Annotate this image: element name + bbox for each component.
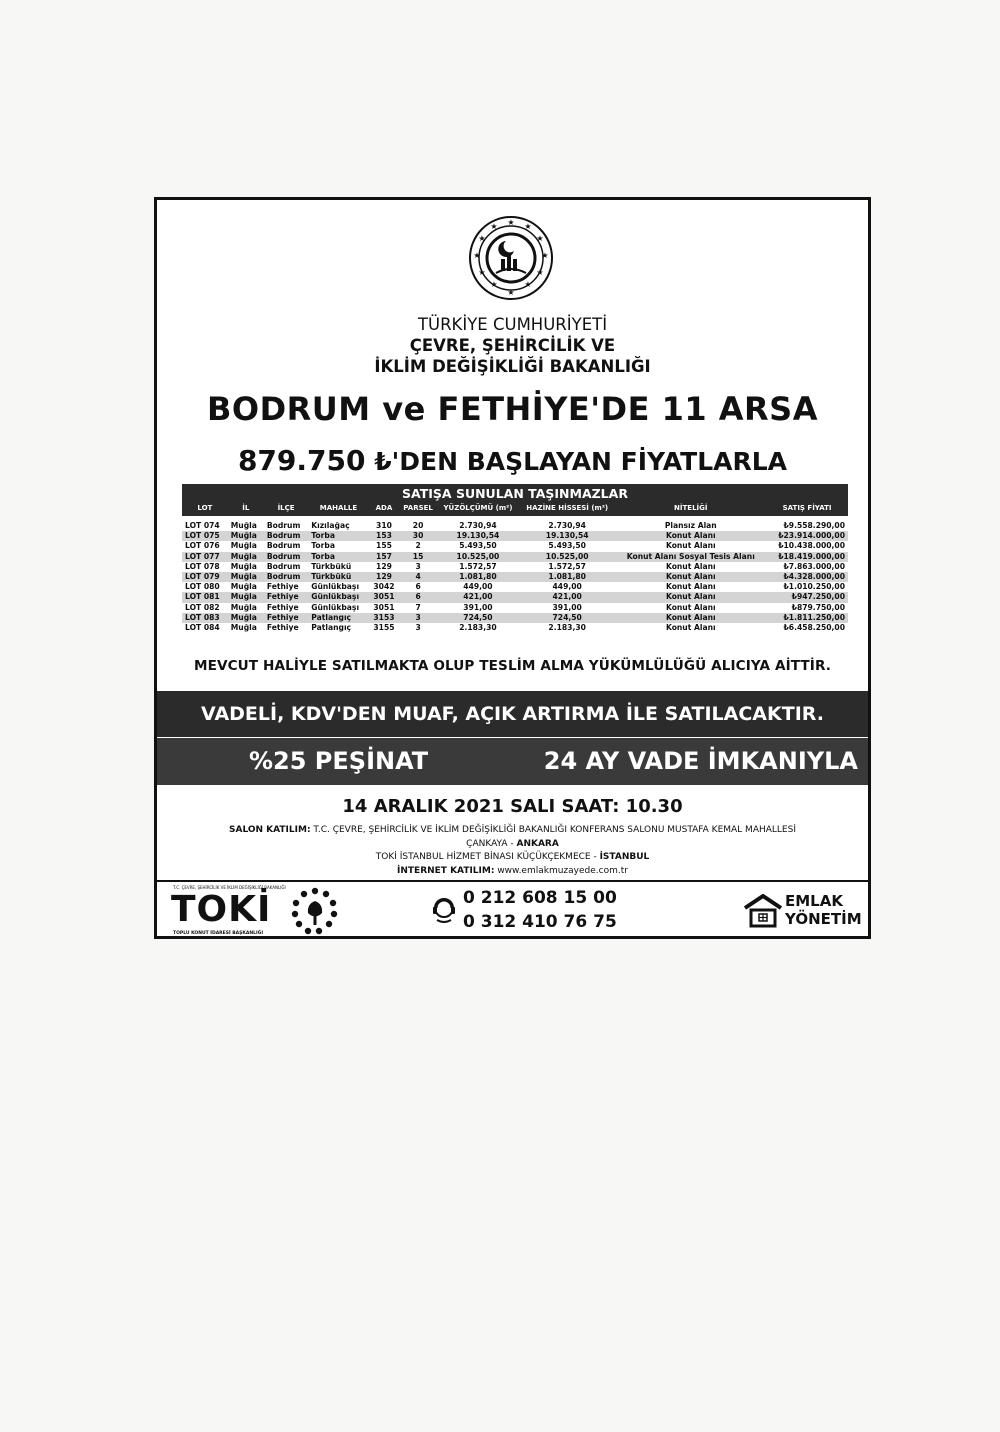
table-cell: Muğla [228, 552, 264, 562]
table-cell: Günlükbaşı [308, 592, 368, 602]
svg-text:★: ★ [490, 280, 498, 289]
ministry-name [157, 314, 868, 377]
table-cell: Konut Alanı Sosyal Tesis Alanı [615, 552, 766, 562]
table-cell: 7 [415, 602, 421, 612]
table-cell: Türkbükü [311, 561, 352, 571]
table-cell: Fethiye [266, 602, 299, 612]
table-cell: Konut Alanı [665, 561, 716, 571]
toki-subtitle: TOPLU KONUT İDARESİ BAŞKANLIĞI [173, 931, 263, 936]
ministry-line-3: İKLİM DEĞİŞİKLİĞİ BAKANLIĞI [374, 357, 651, 376]
svg-text:★: ★ [536, 268, 544, 277]
table-header-row [182, 502, 848, 516]
yonetim-word: YÖNETİM [785, 910, 862, 928]
table-cell: LOT 080 [185, 582, 220, 592]
table-cell: ₺18.419.000,00 [766, 552, 848, 562]
table-cell: 2.183,30 [459, 623, 497, 633]
table-cell: LOT 079 [182, 572, 228, 582]
svg-text:★: ★ [507, 218, 515, 227]
table-cell: 1.572,57 [548, 561, 586, 571]
table-cell: Patlangıç [308, 613, 368, 623]
column-header: HAZİNE HİSSESİ (m²) [519, 502, 616, 516]
table-cell: 6 [399, 592, 437, 602]
auction-date: 14 ARALIK 2021 SALI SAAT: 10.30 [342, 796, 683, 817]
salon-text: T.C. ÇEVRE, ŞEHİRCİLİK VE İKLİM DEĞİŞİKLİĞİ BAKANLIĞI KONFERANS SALONU MUSTAFA KEMAL MAHALLESİ [310, 825, 796, 835]
table-cell: 157 [369, 552, 400, 562]
table-cell: Bodrum [266, 541, 301, 551]
subheadline-rest: ₺'DEN BAŞLAYAN FİYATLARLA [365, 447, 788, 476]
table-cell: Konut Alanı [615, 613, 766, 623]
table-cell: 3042 [373, 582, 395, 592]
table-cell: Konut Alanı [665, 582, 716, 592]
phone-support-icon [431, 896, 457, 924]
table-cell: Muğla [230, 541, 257, 551]
table-cell: ₺1.811.250,00 [766, 613, 848, 623]
table-row [182, 613, 848, 623]
salon-district: ÇANKAYA - [466, 838, 517, 849]
table-cell: Türkbükü [308, 572, 368, 582]
internet-label: İNTERNET KATILIM: [397, 865, 495, 876]
svg-text:★: ★ [524, 222, 532, 231]
table-row [182, 552, 848, 562]
svg-text:★: ★ [524, 280, 532, 289]
table-cell: LOT 081 [182, 592, 228, 602]
table-cell: LOT 077 [182, 552, 228, 562]
table-cell: Torba [311, 541, 335, 551]
table-cell: 5.493,50 [548, 541, 586, 551]
table-cell: 10.525,00 [437, 552, 519, 562]
salon-attendance-line [165, 824, 860, 838]
table-cell: Konut Alanı [615, 592, 766, 602]
column-header: ADA [369, 502, 400, 516]
toki-tiny-text: T.C. ÇEVRE, ŞEHİRCİLİK VE İKLİM DEĞİŞİKLİĞİ BAKANLIĞI [173, 885, 286, 890]
table-cell: 449,00 [463, 582, 493, 592]
table-row [182, 516, 848, 531]
table-cell: 15 [399, 552, 437, 562]
emlak-yonetim-logo [743, 892, 863, 932]
table-cell: Torba [308, 552, 368, 562]
svg-text:★: ★ [490, 222, 498, 231]
table-title: SATIŞA SUNULAN TAŞINMAZLAR [182, 484, 848, 502]
table-cell: Muğla [230, 582, 257, 592]
table-cell: 3051 [373, 602, 395, 612]
table-cell: Günlükbaşı [311, 582, 360, 592]
table-cell: 155 [376, 541, 392, 551]
advertisement-frame [154, 197, 871, 939]
table-cell: Konut Alanı [615, 531, 766, 541]
table-cell: Fethiye [266, 623, 299, 633]
table-cell: 449,00 [552, 582, 582, 592]
toki-wordmark: TOKİ [171, 889, 272, 930]
internet-attendance-line [165, 865, 860, 879]
table-cell: Bodrum [264, 572, 308, 582]
table-cell: Plansız Alan [664, 521, 717, 530]
svg-text:★: ★ [473, 251, 481, 260]
svg-text:★: ★ [541, 251, 549, 260]
table-row [182, 531, 848, 541]
phone-number-1[interactable]: 0 212 608 15 00 [463, 888, 617, 908]
table-cell: ₺947.250,00 [766, 592, 848, 602]
table-cell: 421,00 [519, 592, 616, 602]
table-cell: Bodrum [264, 531, 308, 541]
table-cell: ₺23.914.000,00 [766, 531, 848, 541]
table-cell: 3 [399, 613, 437, 623]
contact-phones [431, 886, 631, 936]
table-cell: LOT 076 [185, 541, 220, 551]
table-cell: 2 [415, 541, 421, 551]
table-row [182, 562, 848, 572]
ministry-seal-icon [468, 215, 554, 301]
table-row [182, 582, 848, 592]
table-row [182, 572, 848, 582]
table-cell: 30 [399, 531, 437, 541]
table-cell: LOT 083 [182, 613, 228, 623]
down-payment-text: %25 PEŞİNAT [249, 747, 429, 775]
table-cell: Muğla [230, 521, 257, 530]
delivery-notice: MEVCUT HALİYLE SATILMAKTA OLUP TESLİM ALMA YÜKÜMLÜLÜĞÜ ALICIYA AİTTİR. [193, 658, 832, 674]
svg-text:★: ★ [478, 234, 486, 243]
table-cell: Konut Alanı [665, 623, 716, 633]
table-cell: Fethiye [264, 592, 308, 602]
table-cell: ₺9.558.290,00 [783, 521, 845, 530]
table-cell: Muğla [230, 602, 257, 612]
table-cell: 19.130,54 [519, 531, 616, 541]
lots-table [182, 484, 848, 633]
installments-text: 24 AY VADE İMKANIYLA [543, 747, 858, 775]
svg-text:★: ★ [507, 288, 515, 297]
phone-number-2[interactable]: 0 312 410 76 75 [463, 912, 617, 932]
column-header: LOT [182, 502, 228, 516]
table-cell: 3051 [369, 592, 400, 602]
table-cell: Patlangıç [311, 623, 352, 633]
table-cell: ₺6.458.250,00 [783, 623, 845, 633]
table-cell: 1.572,57 [459, 561, 497, 571]
table-cell: 129 [369, 572, 400, 582]
table-cell: LOT 084 [185, 623, 220, 633]
table-cell: ₺10.438.000,00 [778, 541, 845, 551]
table-cell: Günlükbaşı [311, 602, 360, 612]
table-cell: Kızılağaç [311, 521, 350, 530]
table-cell: 3153 [369, 613, 400, 623]
table-cell: LOT 074 [185, 521, 220, 530]
table-cell: 310 [376, 521, 392, 530]
table-cell: Bodrum [266, 561, 301, 571]
table-cell: 3155 [373, 623, 395, 633]
table-cell: 5.493,50 [459, 541, 497, 551]
column-header: YÜZÖLÇÜMÜ (m²) [437, 502, 519, 516]
svg-text:★: ★ [536, 234, 544, 243]
column-header: İLÇE [264, 502, 308, 516]
table-body [182, 516, 848, 633]
table-cell: Muğla [228, 572, 264, 582]
table-cell: Muğla [228, 613, 264, 623]
table-cell: 724,50 [519, 613, 616, 623]
table-cell: Muğla [228, 592, 264, 602]
table-row [182, 592, 848, 602]
table-cell: ₺4.328.000,00 [766, 572, 848, 582]
table-cell: 4 [399, 572, 437, 582]
table-cell: 391,00 [552, 602, 582, 612]
table-cell: LOT 075 [182, 531, 228, 541]
table-cell: Torba [308, 531, 368, 541]
headline: BODRUM ve FETHİYE'DE 11 ARSA [207, 390, 818, 428]
table-cell: 2.730,94 [548, 521, 586, 530]
table-cell: 10.525,00 [519, 552, 616, 562]
table-cell: Muğla [230, 623, 257, 633]
salon-city: ANKARA [516, 838, 559, 849]
table-cell: Bodrum [266, 521, 301, 530]
table-cell: ₺7.863.000,00 [783, 561, 845, 571]
table-cell: 1.081,80 [519, 572, 616, 582]
table-cell: 421,00 [437, 592, 519, 602]
column-header: SATIŞ FİYATI [766, 502, 848, 516]
table-cell: Fethiye [266, 582, 299, 592]
table-cell: 2.730,94 [459, 521, 497, 530]
table-cell: 3 [415, 623, 421, 633]
table-cell: LOT 078 [185, 561, 220, 571]
table-row [182, 541, 848, 551]
footer-divider [157, 880, 868, 882]
table-cell: ₺879.750,00 [791, 602, 845, 612]
internet-url: www.emlakmuzayede.com.tr [494, 865, 628, 876]
sale-terms-banner: VADELİ, KDV'DEN MUAF, AÇIK ARTIRMA İLE SATILACAKTIR. [157, 691, 868, 737]
istanbul-text: TOKİ İSTANBUL HİZMET BİNASI KÜÇÜKÇEKMECE - [375, 852, 600, 862]
table-cell: Fethiye [264, 613, 308, 623]
svg-text:★: ★ [478, 268, 486, 277]
table-cell: Konut Alanı [665, 541, 716, 551]
house-icon [743, 894, 783, 928]
column-header: NİTELİĞİ [615, 502, 766, 516]
ministry-line-2: ÇEVRE, ŞEHİRCİLİK VE [409, 336, 616, 355]
table-row [182, 603, 848, 613]
table-cell: 19.130,54 [437, 531, 519, 541]
emlak-word: EMLAK [785, 892, 843, 910]
table-cell: Bodrum [264, 552, 308, 562]
starting-price: 879.750 [237, 444, 366, 477]
table-cell: LOT 082 [185, 602, 220, 612]
column-header: PARSEL [399, 502, 437, 516]
table-row [182, 623, 848, 633]
table-cell: ₺1.010.250,00 [783, 582, 845, 592]
toki-logo [173, 885, 343, 935]
attendance-info [165, 824, 860, 878]
table-cell: 6 [415, 582, 421, 592]
subheadline [157, 444, 868, 477]
table-cell: 2.183,30 [548, 623, 586, 633]
table-cell: Konut Alanı [615, 572, 766, 582]
table-cell: 153 [369, 531, 400, 541]
table-cell: Muğla [228, 531, 264, 541]
table-cell: 3 [415, 561, 421, 571]
table-cell: 724,50 [437, 613, 519, 623]
table-cell: 391,00 [463, 602, 493, 612]
table-cell: 129 [376, 561, 392, 571]
table-cell: Muğla [230, 561, 257, 571]
salon-attendance-line-2 [165, 838, 860, 852]
istanbul-attendance-line [165, 851, 860, 865]
column-header: İL [228, 502, 264, 516]
salon-label: SALON KATILIM: [229, 825, 311, 835]
table-cell: 1.081,80 [437, 572, 519, 582]
istanbul-city: İSTANBUL [599, 852, 650, 862]
table-cell: Konut Alanı [665, 602, 716, 612]
toki-emblem-icon [289, 887, 341, 935]
payment-terms-banner [157, 738, 868, 785]
table-cell: 20 [412, 521, 424, 530]
column-header: MAHALLE [308, 502, 368, 516]
ministry-line-1: TÜRKİYE CUMHURİYETİ [417, 315, 608, 334]
